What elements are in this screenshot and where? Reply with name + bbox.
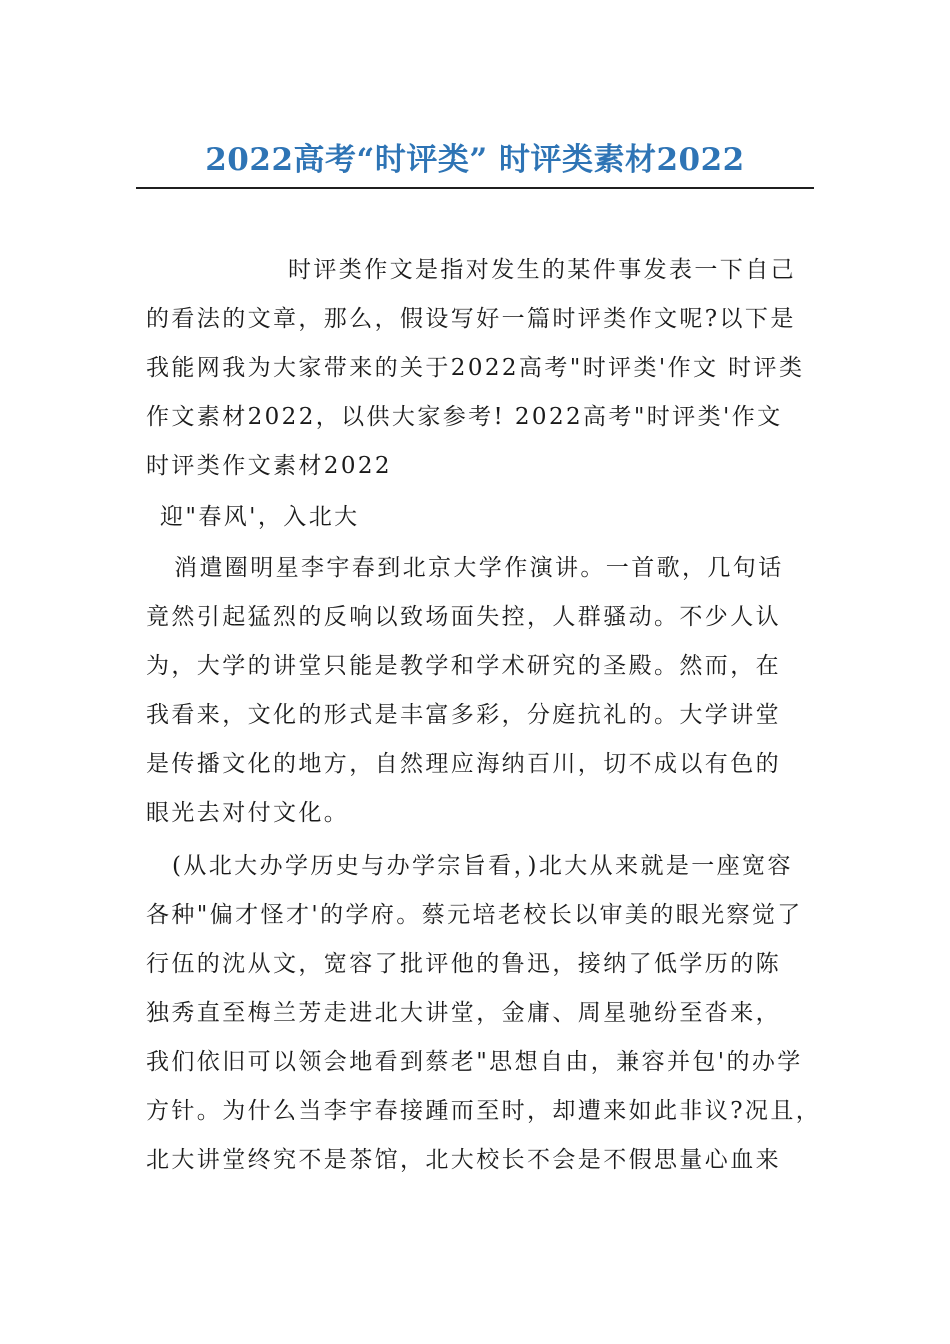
title-underline (136, 187, 814, 189)
paragraph-line: 我看来，文化的形式是丰富多彩，分庭抗礼的。大学讲堂 (146, 702, 781, 728)
section-heading: 迎"春风'，入北大 (160, 504, 360, 530)
paragraph-line: 消遣圈明星李宇春到北京大学作演讲。一首歌，几句话 (174, 555, 784, 581)
paragraph-line: 竟然引起猛烈的反响以致场面失控，人群骚动。不少人认 (146, 604, 781, 630)
paragraph-line: 时评类作文是指对发生的某件事发表一下自己 (288, 257, 796, 283)
paragraph-line: 作文素材2022，以供大家参考! 2022高考"时评类'作文 (146, 404, 783, 430)
paragraph-line: 北大讲堂终究不是茶馆，北大校长不会是不假思量心血来 (146, 1147, 781, 1173)
document-title: 2022高考“时评类” 时评类素材2022 (205, 142, 745, 178)
paragraph-line: 行伍的沈从文，宽容了批评他的鲁迅，接纳了低学历的陈 (146, 951, 781, 977)
paragraph-line: 我们依旧可以领会地看到蔡老"思想自由，兼容并包'的办学 (146, 1049, 803, 1075)
paragraph-line: (从北大办学历史与办学宗旨看，)北大从来就是一座宽容 (172, 853, 793, 879)
paragraph-line: 各种"偏才怪才'的学府。蔡元培老校长以审美的眼光察觉了 (146, 902, 803, 928)
paragraph-line: 我能网我为大家带来的关于2022高考"时评类'作文 时评类 (146, 355, 805, 381)
paragraph-line: 眼光去对付文化。 (146, 800, 350, 826)
paragraph-line: 为，大学的讲堂只能是教学和学术研究的圣殿。然而，在 (146, 653, 781, 679)
paragraph-line: 独秀直至梅兰芳走进北大讲堂，金庸、周星驰纷至沓来， (146, 1000, 781, 1026)
paragraph-line: 是传播文化的地方，自然理应海纳百川，切不成以有色的 (146, 751, 781, 777)
paragraph-line: 时评类作文素材2022 (146, 453, 392, 479)
paragraph-line: 方针。为什么当李宇春接踵而至时，却遭来如此非议?况且， (146, 1098, 822, 1124)
paragraph-line: 的看法的文章，那么，假设写好一篇时评类作文呢?以下是 (146, 306, 796, 332)
